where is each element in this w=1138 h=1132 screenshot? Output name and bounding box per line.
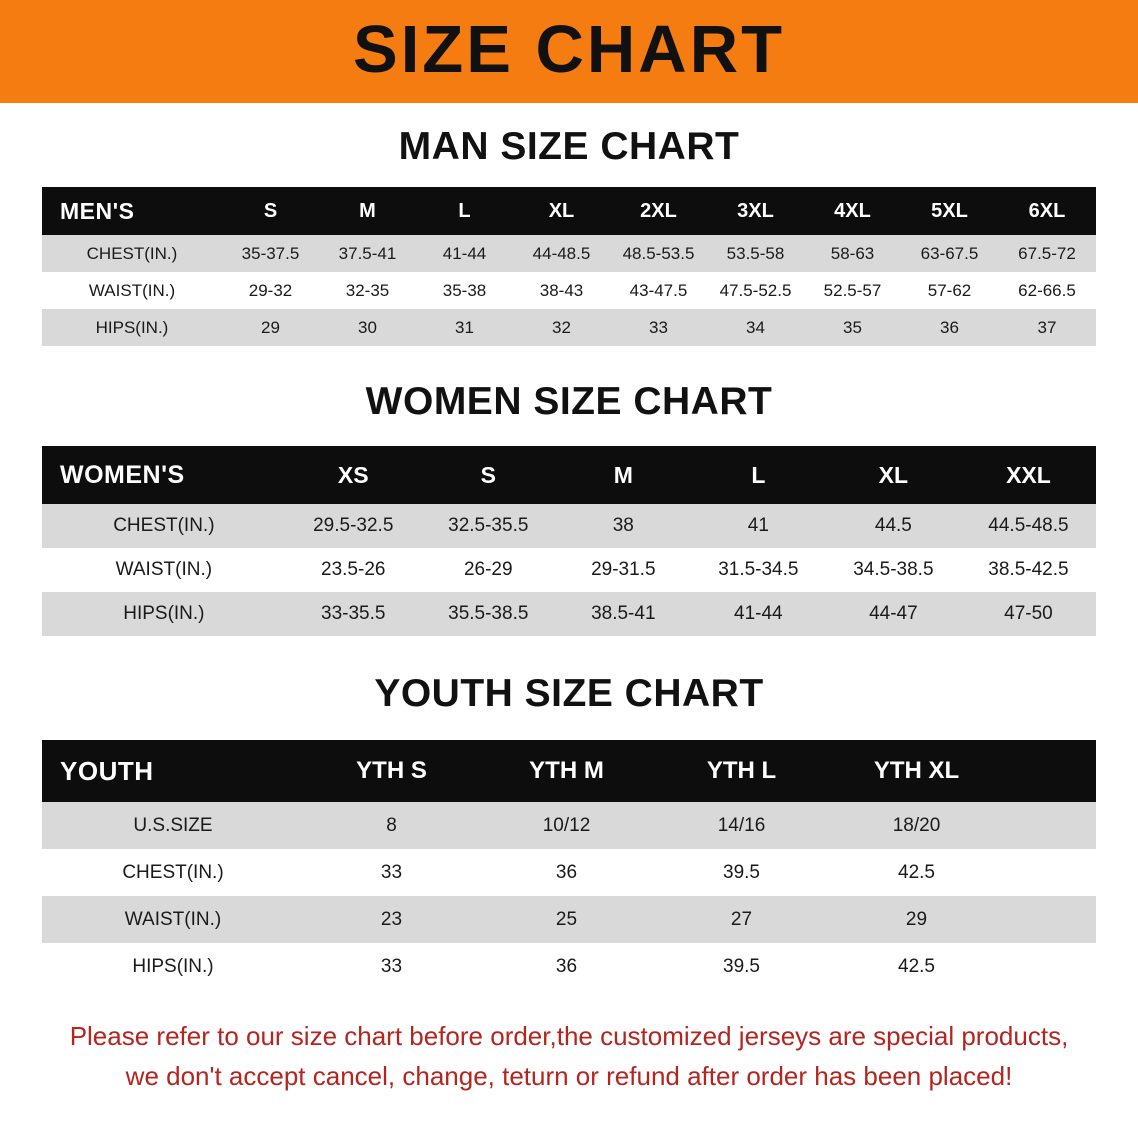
table-row [42, 272, 1096, 309]
man-cell: 38-43 [513, 272, 610, 309]
man-cell: 35 [804, 309, 901, 346]
women-row-label: WAIST(IN.) [42, 548, 286, 592]
women-cell: 32.5-35.5 [421, 504, 556, 548]
man-cell: 35-38 [416, 272, 513, 309]
youth-cell: 36 [479, 849, 654, 896]
women-cell: 41 [691, 504, 826, 548]
women-cell: 38 [556, 504, 691, 548]
youth-cell: 42.5 [829, 849, 1004, 896]
youth-cell: 25 [479, 896, 654, 943]
man-header-cell: MEN'S [42, 187, 222, 235]
table-row [42, 592, 1096, 636]
youth-header-cell: YTH S [304, 740, 479, 802]
man-cell: 30 [319, 309, 416, 346]
women-header-cell: XL [826, 446, 961, 504]
man-cell: 37.5-41 [319, 235, 416, 272]
youth-cell: 10/12 [479, 802, 654, 849]
man-cell: 31 [416, 309, 513, 346]
youth-cell-spacer [1004, 896, 1096, 943]
man-cell: 34 [707, 309, 804, 346]
man-cell: 29 [222, 309, 319, 346]
women-cell: 31.5-34.5 [691, 548, 826, 592]
man-cell: 63-67.5 [901, 235, 998, 272]
man-cell: 62-66.5 [998, 272, 1096, 309]
man-table-header-row [42, 187, 1096, 235]
youth-header-spacer [1004, 740, 1096, 802]
man-header-cell: 4XL [804, 187, 901, 235]
youth-cell-spacer [1004, 943, 1096, 990]
table-row [42, 943, 1096, 990]
youth-cell: 14/16 [654, 802, 829, 849]
women-size-table [42, 446, 1096, 636]
youth-cell: 29 [829, 896, 1004, 943]
man-cell: 57-62 [901, 272, 998, 309]
youth-cell: 39.5 [654, 849, 829, 896]
youth-row-label: CHEST(IN.) [42, 849, 304, 896]
table-row [42, 504, 1096, 548]
youth-header-cell: YTH L [654, 740, 829, 802]
table-row [42, 849, 1096, 896]
women-cell: 44.5-48.5 [961, 504, 1096, 548]
man-cell: 36 [901, 309, 998, 346]
women-cell: 38.5-41 [556, 592, 691, 636]
women-header-cell: WOMEN'S [42, 446, 286, 504]
youth-cell: 33 [304, 849, 479, 896]
man-cell: 35-37.5 [222, 235, 319, 272]
youth-table-wrapper [42, 740, 1096, 990]
youth-cell: 33 [304, 943, 479, 990]
man-size-table [42, 187, 1096, 346]
youth-size-table [42, 740, 1096, 990]
banner-title: SIZE CHART [353, 12, 785, 87]
table-row [42, 802, 1096, 849]
women-cell: 33-35.5 [286, 592, 421, 636]
man-cell: 43-47.5 [610, 272, 707, 309]
youth-row-label: WAIST(IN.) [42, 896, 304, 943]
man-cell: 48.5-53.5 [610, 235, 707, 272]
man-cell: 53.5-58 [707, 235, 804, 272]
man-cell: 33 [610, 309, 707, 346]
man-header-cell: 2XL [610, 187, 707, 235]
youth-row-label: HIPS(IN.) [42, 943, 304, 990]
man-cell: 58-63 [804, 235, 901, 272]
man-cell: 44-48.5 [513, 235, 610, 272]
man-cell: 32-35 [319, 272, 416, 309]
man-header-cell: M [319, 187, 416, 235]
man-cell: 37 [998, 309, 1096, 346]
man-table-wrapper [42, 187, 1096, 346]
women-cell: 26-29 [421, 548, 556, 592]
policy-note [39, 1016, 1099, 1097]
women-header-cell: M [556, 446, 691, 504]
youth-header-cell: YTH XL [829, 740, 1004, 802]
women-cell: 41-44 [691, 592, 826, 636]
youth-header-cell: YOUTH [42, 740, 304, 802]
man-section-title: MAN SIZE CHART [398, 125, 740, 168]
women-header-cell: XS [286, 446, 421, 504]
man-cell: 67.5-72 [998, 235, 1096, 272]
man-cell: 52.5-57 [804, 272, 901, 309]
youth-cell: 27 [654, 896, 829, 943]
banner [0, 0, 1138, 103]
women-row-label: HIPS(IN.) [42, 592, 286, 636]
man-cell: 32 [513, 309, 610, 346]
table-row [42, 309, 1096, 346]
man-row-label: HIPS(IN.) [42, 309, 222, 346]
man-header-cell: XL [513, 187, 610, 235]
youth-row-label: U.S.SIZE [42, 802, 304, 849]
women-cell: 44-47 [826, 592, 961, 636]
man-header-cell: 3XL [707, 187, 804, 235]
policy-note-line-2: we don't accept cancel, change, teturn or refund after order has been placed! [125, 1061, 1013, 1092]
man-header-cell: 5XL [901, 187, 998, 235]
youth-header-cell: YTH M [479, 740, 654, 802]
table-row [42, 548, 1096, 592]
women-cell: 29-31.5 [556, 548, 691, 592]
women-header-cell: L [691, 446, 826, 504]
table-row [42, 896, 1096, 943]
man-header-cell: S [222, 187, 319, 235]
youth-section-title: YOUTH SIZE CHART [374, 672, 764, 715]
youth-cell-spacer [1004, 802, 1096, 849]
policy-note-line-1: Please refer to our size chart before order,the customized jerseys are special products, [69, 1021, 1069, 1051]
women-cell: 47-50 [961, 592, 1096, 636]
women-cell: 34.5-38.5 [826, 548, 961, 592]
youth-cell: 36 [479, 943, 654, 990]
youth-cell: 23 [304, 896, 479, 943]
man-header-cell: L [416, 187, 513, 235]
table-row [42, 235, 1096, 272]
man-header-cell: 6XL [998, 187, 1096, 235]
youth-cell: 18/20 [829, 802, 1004, 849]
women-header-cell: XXL [961, 446, 1096, 504]
women-header-cell: S [421, 446, 556, 504]
women-cell: 35.5-38.5 [421, 592, 556, 636]
women-section-title: WOMEN SIZE CHART [365, 380, 773, 423]
man-row-label: WAIST(IN.) [42, 272, 222, 309]
women-table-wrapper [42, 446, 1096, 636]
women-table-header-row [42, 446, 1096, 504]
man-cell: 29-32 [222, 272, 319, 309]
youth-cell: 39.5 [654, 943, 829, 990]
women-cell: 29.5-32.5 [286, 504, 421, 548]
women-cell: 38.5-42.5 [961, 548, 1096, 592]
women-row-label: CHEST(IN.) [42, 504, 286, 548]
man-cell: 41-44 [416, 235, 513, 272]
youth-cell: 42.5 [829, 943, 1004, 990]
man-cell: 47.5-52.5 [707, 272, 804, 309]
youth-cell: 8 [304, 802, 479, 849]
youth-cell-spacer [1004, 849, 1096, 896]
youth-table-header-row [42, 740, 1096, 802]
women-cell: 44.5 [826, 504, 961, 548]
women-cell: 23.5-26 [286, 548, 421, 592]
man-row-label: CHEST(IN.) [42, 235, 222, 272]
